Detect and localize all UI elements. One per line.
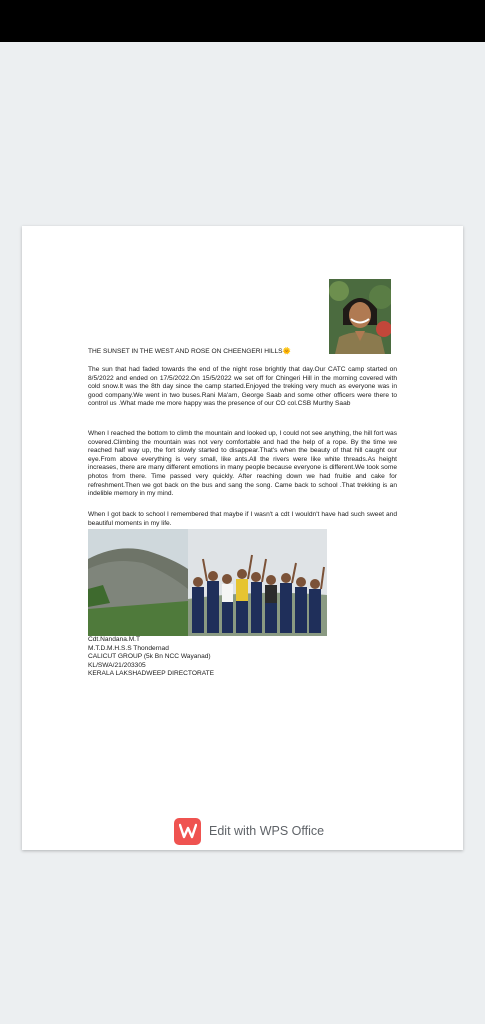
wps-label: Edit with WPS Office xyxy=(209,824,325,838)
title-text: THE SUNSET IN THE WEST AND ROSE ON CHEENGERI HILLS xyxy=(88,348,283,355)
signature-line: KERALA LAKSHADWEEP DIRECTORATE xyxy=(88,670,215,678)
signature-line: Cdt.Nandana.M.T xyxy=(88,636,141,643)
document-page[interactable] xyxy=(22,226,463,850)
edit-with-wps-button[interactable] xyxy=(174,817,324,845)
status-bar xyxy=(0,0,485,42)
document-title xyxy=(88,348,397,357)
sun-emoji-icon: 🌞 xyxy=(282,348,291,355)
paragraph-intro: The sun that had faded towards the end of the night rose brightly that day.Our CATC camp started on 8/5/2022 and ended on 17/5/2022.On 15/5/2022 we set off for Chingeri Hill in the morning covered with cold snow.It was the 8th day since the camp started.Enjoyed the treking very much as everyone was in good company.We went in two buses.Rani Ma'am, George Saab and some other officers were there to control us .What made me more happy was the presence of our CO col.CSB Murthy Saab xyxy=(88,366,397,408)
cadet-portrait-photo xyxy=(329,279,391,354)
signature-line: M.T.D.M.H.S.S Thondernad xyxy=(88,644,169,652)
signature-line: CALICUT GROUP (5k Bn NCC Wayanad) xyxy=(88,653,211,661)
paragraph-conclusion: When I got back to school I remembered that maybe if I wasn't a cdt I wouldn't have had such sweet and beautiful moments in my life. xyxy=(88,511,397,527)
signature-line: KL/SWA/21/203305 xyxy=(88,661,146,669)
paragraph-climb: When I reached the bottom to climb the mountain and looked up, I could not see anything, the hill fort was covered.Climbing the mountain was not very comfortable and had the help of a rope. By the time we reached half way up, the fort slowly started to disappear.That's when the beauty of that hill caught our eye.From above everything is very small, like ants.All the rivers were like white threads.As height increases, there are many different emotions in many people because everyone is different.We took some photos from there. Time passed very quickly. After reaching down we had fruitie and cake for refreshment.Then we got back on the bus and sang the song. Came back to school .That trekking is an indelible memory in my mind. xyxy=(88,430,397,498)
trek-group-photo xyxy=(88,529,327,636)
signature-block xyxy=(88,636,338,679)
wps-logo-icon xyxy=(174,818,201,845)
